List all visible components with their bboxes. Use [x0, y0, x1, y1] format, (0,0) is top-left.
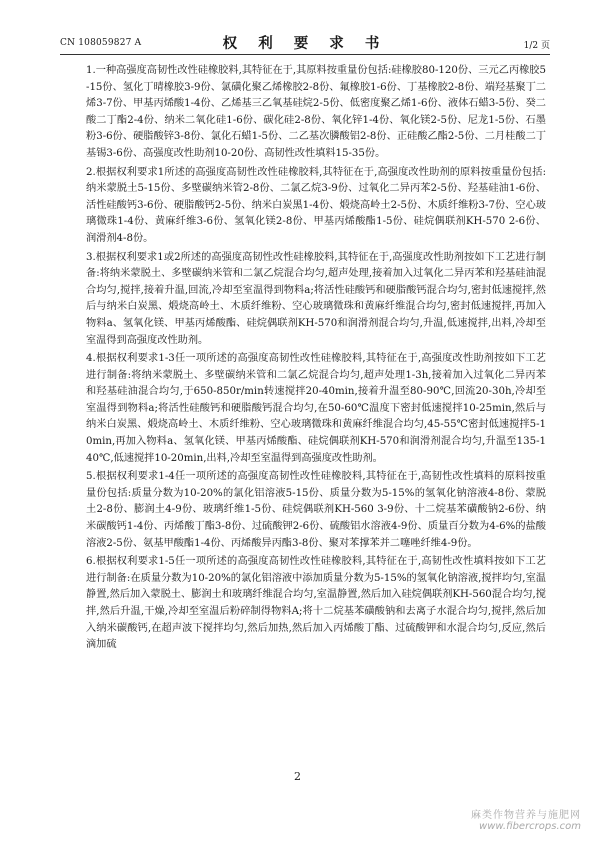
claim-3: 3.根据权利要求1或2所述的高强度高韧性改性硅橡胶料,其特征在于,高强度改性助剂按如下工艺进行制备:将纳米蒙脱土、多壁碳纳米管和二氯乙烷混合均匀,超声处理,接着加入过氧化二异丙苯和羟基硅油混合均匀,搅拌,接着升温,回流,冷却至室温得到物料a;将活性硅酸钙和硬脂酸钙混合均匀,密封低速搅拌,然后与纳米白炭黑、煅烧高岭土、木质纤维粉、空心玻璃微珠和黄麻纤维混合均匀,密封低速搅拌,再加入物料a、氢氧化镁、甲基丙烯酸酯、硅烷偶联剂KH-570和润滑剂混合均匀,升温,低速搅拌,出料,冷却至室温得到高强度改性助剂。: [86, 251, 546, 346]
claim-2: 2.根据权利要求1所述的高强度高韧性改性硅橡胶料,其特征在于,高强度改性助剂的原料按重量份包括:纳米蒙脱土5-15份、多壁碳纳米管2-8份、二氯乙烷3-9份、过氧化二异丙苯2-5份、羟基硅油1-6份、活性硅酸钙3-6份、硬脂酸钙2-5份、纳米白炭黑1-4份、煅烧高岭土2-5份、木质纤维粉3-7份、空心玻璃微珠1-4份、黄麻纤维3-6份、氢氧化镁2-8份、甲基丙烯酸酯1-5份、硅烷偶联剂KH-570 2-6份、润滑剂4-8份。: [86, 166, 546, 244]
claim-5: 5.根据权利要求1-4任一项所述的高强度高韧性改性硅橡胶料,其特征在于,高韧性改性填料的原料按重量份包括:质量分数为10-20%的氯化铝溶液5-15份、质量分数为5-15%的氢氧化钠溶液4-8份、蒙脱土2-8份、膨润土4-9份、玻璃纤维1-5份、硅烷偶联剂KH-560 3-9份、十二烷基苯磺酸钠2-6份、纳米碳酸钙1-4份、丙烯酸丁酯3-8份、过硫酸钾2-6份、硫酸铝水溶液4-9份、质量百分数为4-6%的盐酸溶液2-5份、氨基甲酸酯1-4份、丙烯酸异丙酯3-8份、聚对苯撑苯并二噻唑纤维4-9份。: [86, 471, 546, 549]
claims-list: [86, 63, 546, 656]
claim-6: 6.根据权利要求1-5任一项所述的高强度高韧性改性硅橡胶料,其特征在于,高韧性改性填料按如下工艺进行制备:在质量分数为10-20%的氯化铝溶液中添加质量分数为5-15%的氢氧化钠溶液,搅拌均匀,室温静置,然后加入蒙脱土、膨润土和玻璃纤维混合均匀,室温静置,然后加入硅烷偶联剂KH-560混合均匀,搅拌,然后升温,干燥,冷却至室温后粉碎制得物料A;将十二烷基苯磺酸钠和去离子水混合均匀,搅拌,然后加入纳米碳酸钙,在超声波下搅拌均匀,然后加热,然后加入丙烯酸丁酯、过硫酸钾和水混合均匀,反应,然后滴加硫: [86, 556, 546, 651]
watermark: [471, 806, 581, 832]
page-indicator: 1/2 页: [523, 41, 550, 51]
document-number: CN 108059827 A: [60, 38, 142, 48]
page-title: 权 利 要 求 书: [222, 35, 388, 52]
page-number: 2: [294, 770, 301, 783]
claim-4: 4.根据权利要求1-3任一项所述的高强度高韧性改性硅橡胶料,其特征在于,高强度改性助剂按如下工艺进行制备:将纳米蒙脱土、多壁碳纳米管和二氯乙烷混合均匀,超声处理1-3h,接着加入过氧化二异丙苯和羟基硅油混合均匀,于650-850r/min转速搅拌20-40min,接着升温至80-90℃,回流20-30h,冷却至室温得到物料a;将活性硅酸钙和硬脂酸钙混合均匀,在50-60℃温度下密封低速搅拌10-25min,然后与纳米白炭黑、煅烧高岭土、木质纤维粉、空心玻璃微珠和黄麻纤维混合均匀,45-55℃密封低速搅拌5-10min,再加入物料a、氢氧化镁、甲基丙烯酸酯、硅烷偶联剂KH-570和润滑剂混合均匀,升温至135-140℃,低速搅拌10-20min,出料,冷却至室温得到高强度改性助剂。: [86, 353, 546, 464]
watermark-text: 麻类作物营养与施肥网: [471, 810, 581, 821]
watermark-url: www.fibercrops.com: [479, 821, 581, 832]
header-divider: [60, 54, 550, 55]
claim-1: 1.一种高强度高韧性改性硅橡胶料,其特征在于,其原料按重量份包括:硅橡胶80-120份、三元乙丙橡胶5-15份、氢化丁晴橡胶3-9份、氯磺化聚乙烯橡胶2-8份、氟橡胶1-6份、丁基橡胶2-8份、端羟基聚丁二烯3-7份、甲基丙烯酸1-4份、乙烯基三乙氧基硅烷2-5份、低密度聚乙烯1-6份、液体石蜡3-5份、癸二酸二丁酯2-4份、纳米二氧化硅1-6份、碳化硅2-8份、氧化锌1-4份、氧化镁2-5份、尼龙1-5份、石墨粉3-6份、硬脂酸锌3-8份、氯化石蜡1-5份、二乙基次膦酸铝2-8份、正硅酸乙酯2-5份、二月桂酸二丁基锡3-6份、高强度改性助剂10-20份、高韧性改性填料15-35份。: [86, 65, 546, 159]
page-header: [60, 32, 550, 52]
